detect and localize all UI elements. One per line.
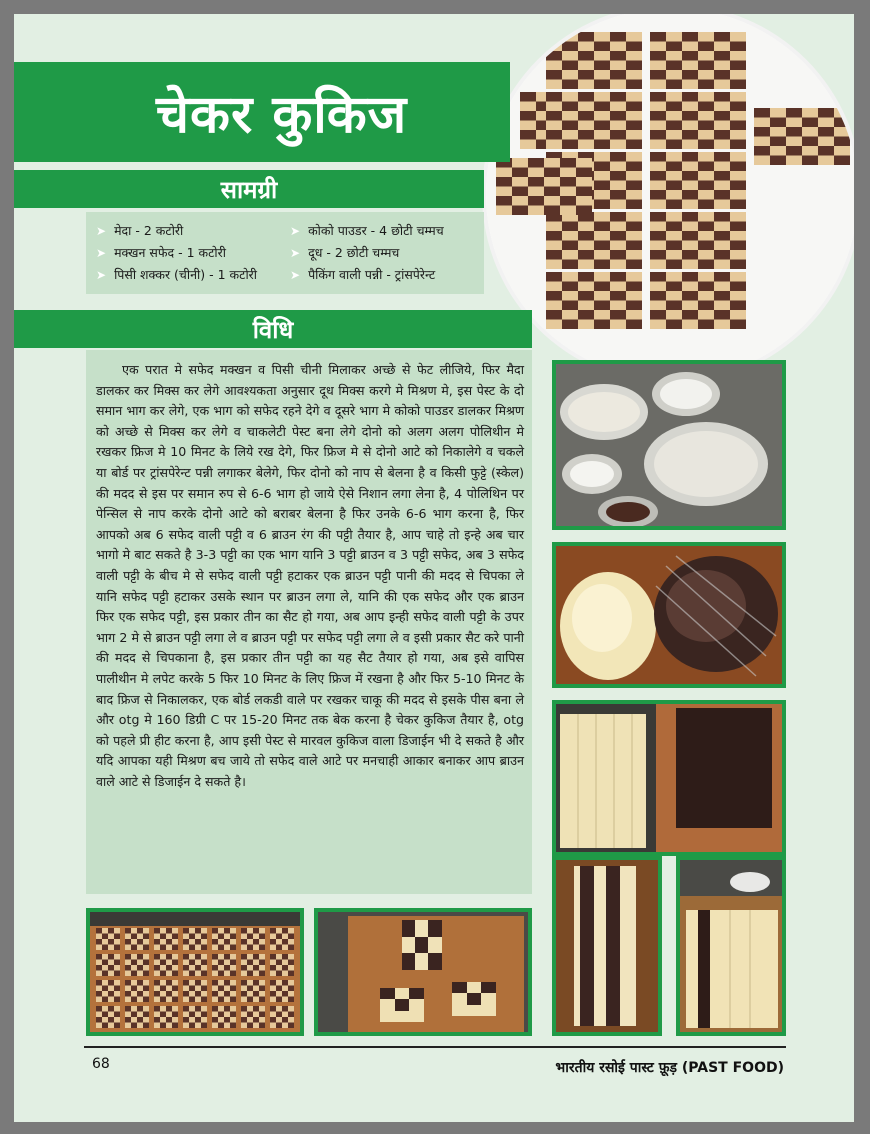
ingredient-item: ➤ मक्खन सफेद - 1 कटोरी — [96, 245, 227, 260]
dough-wrapped-photo — [552, 542, 786, 688]
arrow-bullet-icon: ➤ — [96, 224, 107, 238]
ingredients-panel — [86, 212, 484, 294]
ingredients-bowls-photo — [552, 360, 786, 530]
arrow-bullet-icon: ➤ — [96, 268, 107, 282]
magazine-page — [14, 14, 854, 1122]
ingredient-item: ➤ पैकिंग वाली पन्नी - ट्रांसपेरेन्ट — [290, 267, 436, 282]
ingredient-item: ➤ दूध - 2 छोटी चम्मच — [290, 245, 400, 260]
ingredient-item: ➤ पिसी शक्कर (चीनी) - 1 कटोरी — [96, 267, 258, 282]
cutting-log-photo — [314, 908, 532, 1036]
recipe-title-banner — [14, 62, 510, 162]
recipe-title: चेकर कुकिज — [156, 84, 408, 145]
strips-on-board-photo — [676, 856, 786, 1036]
method-panel — [86, 350, 532, 894]
footer-rule — [84, 1046, 786, 1048]
stacked-log-photo — [552, 856, 662, 1036]
arrow-bullet-icon: ➤ — [290, 268, 301, 282]
arrow-bullet-icon: ➤ — [290, 224, 301, 238]
ingredient-item: ➤ कोको पाउडर - 4 छोटी चम्मच — [290, 223, 444, 238]
page-number: 68 — [92, 1056, 110, 1072]
sliced-cookies-tray-photo — [86, 908, 304, 1036]
arrow-bullet-icon: ➤ — [290, 246, 301, 260]
arrow-bullet-icon: ➤ — [96, 246, 107, 260]
publication-title: भारतीय रसोई पास्ट फ़ूड़ (PAST FOOD) — [555, 1060, 784, 1076]
ingredients-heading-bar — [14, 170, 484, 208]
ingredients-heading: सामग्री — [220, 175, 278, 204]
method-paragraph: एक परात मे सफेद मक्खन व पिसी चीनी मिलाकर अच्छे से फेट लीजिये, फिर मैदा डालकर कर मिक्स कर लेगे आवश्यकता अनुसार दूध मिक्स करगे मे मिश्रण मे, इस पेस्ट के दो समान भाग कर लेगे, एक भाग को सफेद रहने देगे व दूसरे भाग मे कोको पाउडर डालकर मिश्रण को अच्छे से मिक्स कर लेगे व चाकलेटी पेस्ट बना लेगे दोनो को अलग अलग पोलिथीन मे रखकर फ्रिज मे 10 मिनट के लिये रख देगे, फिर फ्रिज मे से दोनो आटे को निकालेगे व चकले या बोर्ड पर ट्रांसपेरेन्ट पन्नी लगाकर बेलेगे, फिर दोनो को नाप से बेलना है व किसी फुट्टे (स्केल) की मदद से इस पर समान रुप से 6-6 भाग हो जाये ऐसे निशान लगा लेना है, 4 पोलिथिन पर पेन्सिल से नाप करके दोनो आटे को बराबर बेलना है फिर उनके 6-6 भाग करना है, फिर आपको अब 6 सफेद वाली पट्टी व 6 ब्राउन रंग की पट्टी तैयार है, आप चाहे तो इन्हे अब चार भागो मे बाट सकते है 3-3 पट्टी का एक भाग यानि 3 पट्टी ब्राउन व 3 पट्टी सफेद, अब 3 सफेद वाली पट्टी के बीच मे से सफेद वाली पट्टी हटाकर एक ब्राउन पट्टी पानी की मदद से चिपका ले यानि सफेद पट्टी हटाकर उसके स्थान पर ब्राउन लगा ले, यानि की एक सफेद और एक ब्राउन फिर एक सफेद पट्टी, इस प्रकार तीन का सैट हो गया, अब आप इन्ही सफेद वाली पट्टी के उपर भाग 2 मे से ब्राउन पट्टी लगा ले व ब्राउन पट्टी पर सफेद पट्टी लगा ले व इसी प्रकार सैट करे पानी की मदद से चिपकाना है, इस प्रकार तीन पट्टी का यह सैट तैयार हो गया, अब इसे वापिस पालीथीन मे लपेट करके 5 फिर 10 मिनट के लिए फ्रिज में रखना है और फिर 5-10 मिनट के बाद फ्रिज से निकालकर, एक बोर्ड लकडी वाले पर रखकर चाकू की मदद से इसके पीस बना ले और otg मे 160 डिग्री C पर 15-20 मिनट तक बेक करना है चेकर कुकिज तैयार है, otg को पहले प्री हीट करना है, आप इसी पेस्ट से मारवल कुकिज वाला डिजाईन भी दे सकते है और यदि आपका यही मिश्रण बच जाये तो सफेद वाले आटे पर मनचाही आकार बनाकर आप ब्राउन वाले आटे से डिजाईन दे सकते है। — [96, 362, 524, 789]
method-heading: विधि — [252, 315, 294, 344]
ingredients-list-left — [96, 220, 257, 286]
ingredients-list-right — [290, 220, 444, 286]
method-heading-bar — [14, 310, 532, 348]
ingredient-item: ➤ मेदा - 2 कटोरी — [96, 223, 184, 238]
rolled-strips-photo — [552, 700, 786, 856]
checker-cookies-photo — [486, 14, 854, 380]
